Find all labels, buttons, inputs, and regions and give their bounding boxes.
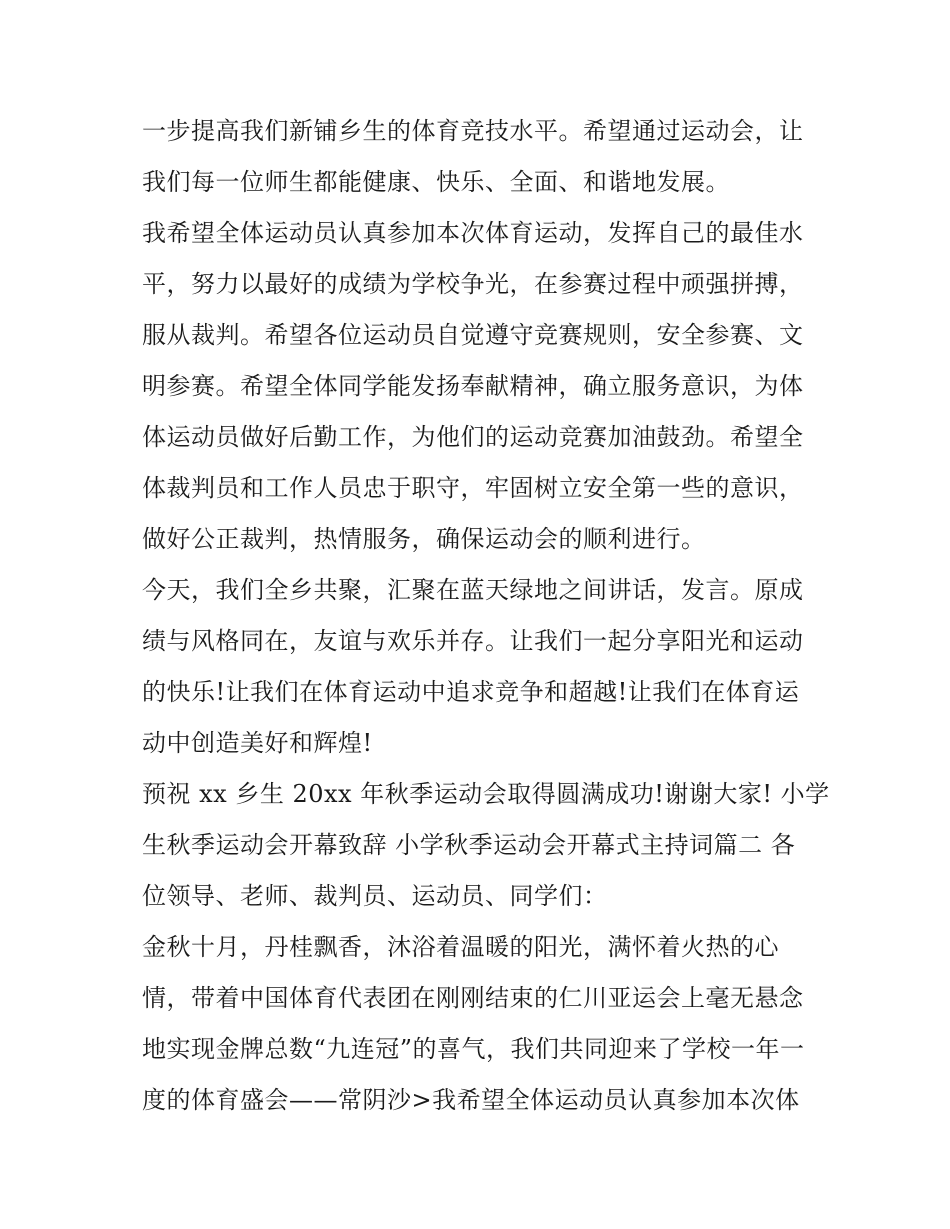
text-line: 金秋十月，丹桂飘香，沐浴着温暖的阳光，满怀着火热的心 [142,933,779,961]
text-line: 平，努力以最好的成绩为学校争光，在参赛过程中顽强拼搏， [142,270,804,298]
text-line: 生秋季运动会开幕致辞 小学秋季运动会开幕式主持词篇二 各 [142,831,796,859]
text-line: 的快乐!让我们在体育运动中追求竞争和超越!让我们在体育运 [142,678,800,706]
text-line: 今天，我们全乡共聚，汇聚在蓝天绿地之间讲话，发言。原成 [142,576,804,604]
paragraph-2 [142,208,814,565]
text-line: 绩与风格同在，友谊与欢乐并存。让我们一起分享阳光和运动 [142,627,804,655]
text-line: 体裁判员和工作人员忠于职守，牢固树立安全第一些的意识， [142,474,804,502]
text-line: 明参赛。希望全体同学能发扬奉献精神，确立服务意识，为体 [142,372,804,400]
text-line: 体运动员做好后勤工作，为他们的运动竞赛加油鼓劲。希望全 [142,423,804,451]
document-body [142,106,830,1126]
text-line: 度的体育盛会——常阴沙>我希望全体运动员认真参加本次体 [142,1086,800,1114]
text-line: 一步提高我们新铺乡生的体育竞技水平。希望通过运动会，让 [142,117,804,145]
text-line: 服从裁判。希望各位运动员自觉遵守竞赛规则，安全参赛、文 [142,321,804,349]
text-line: 位领导、老师、裁判员、运动员、同学们： [142,882,608,910]
text-line: 情，带着中国体育代表团在刚刚结束的仁川亚运会上毫无悬念 [142,984,804,1012]
paragraph-5 [142,922,814,1126]
paragraph-1 [142,106,814,208]
text-line: 预祝 xx 乡生 20xx 年秋季运动会取得圆满成功!谢谢大家! 小学 [142,780,830,808]
text-line: 我希望全体运动员认真参加本次体育运动，发挥自己的最佳水 [142,219,804,247]
text-line: 地实现金牌总数“九连冠”的喜气，我们共同迎来了学校一年一 [142,1035,805,1063]
paragraph-3 [142,565,814,769]
text-line: 动中创造美好和辉煌! [142,729,373,757]
text-line: 做好公正裁判，热情服务，确保运动会的顺利进行。 [142,525,706,553]
text-line: 我们每一位师生都能健康、快乐、全面、和谐地发展。 [142,168,730,196]
paragraph-4 [142,769,830,922]
